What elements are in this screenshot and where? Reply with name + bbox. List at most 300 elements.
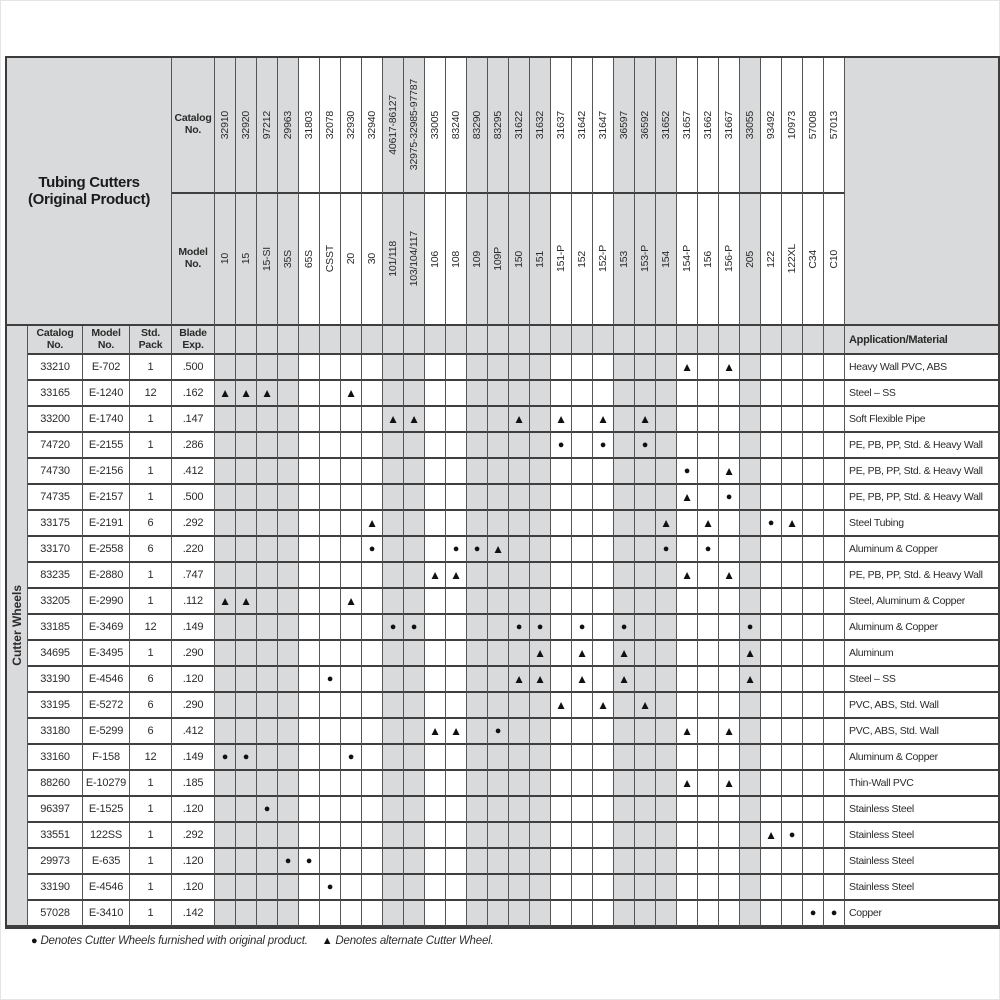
row-std-pack [130,407,172,433]
matrix-cell-F-158-156 [698,745,719,771]
matrix-cell-E-2155-152 [572,433,593,459]
alternate-wheel-mark: ▲ [366,516,378,530]
column-header-catalog-text: 31657 [681,110,693,140]
column-header-catalog-text: 29963 [282,110,294,140]
matrix-cell-E-3410-C34 [803,901,824,927]
matrix-cell-E-3495-205 [740,641,761,667]
original-wheel-mark: ● [767,516,775,529]
alternate-wheel-mark: ▲ [534,672,546,686]
matrix-cell-F-158-CSST [320,745,341,771]
matrix-cell-E-702-108 [446,355,467,381]
matrix-cell-E-702-150 [509,355,530,381]
matrix-cell-E-635-122 [761,849,782,875]
row-application-text: Aluminum & Copper [849,621,938,633]
matrix-cell-E-1240-108 [446,381,467,407]
matrix-cell-E-2191-152-P [593,511,614,537]
band-spacer-cell [467,326,488,355]
matrix-cell-E-4546-35S [278,875,299,901]
band-label-line: Std. [140,327,161,340]
matrix-cell-E-5272-CSST [320,693,341,719]
row-application [845,511,998,537]
row-application-text: Steel – SS [849,673,896,685]
matrix-cell-E-635-30 [362,849,383,875]
band-spacer-cell [488,326,509,355]
column-header-model-156 [698,194,719,326]
matrix-cell-E-3495-101/118 [383,641,404,667]
column-header-catalog-31642 [572,58,593,194]
column-header-model-152 [572,194,593,326]
row-application-text: Stainless Steel [849,829,914,841]
matrix-cell-E-1740-151-P [551,407,572,433]
matrix-cell-E-2157-15-SI [257,485,278,511]
matrix-cell-E-635-152-P [593,849,614,875]
original-wheel-mark: ● [389,620,397,633]
table-title-line1: Tubing Cutters [38,174,140,191]
column-header-model-109P [488,194,509,326]
row-application-text: PE, PB, PP, Std. & Heavy Wall [849,465,983,477]
matrix-cell-E-2191-154-P [677,511,698,537]
matrix-cell-E-5272-C34 [803,693,824,719]
column-header-model-text: 30 [366,253,378,265]
matrix-cell-E-2880-30 [362,563,383,589]
alternate-wheel-mark: ▲ [597,698,609,712]
matrix-cell-E-10279-122 [761,771,782,797]
matrix-cell-E-1525-153-P [635,797,656,823]
column-header-model-text: 156 [702,250,714,268]
matrix-cell-E-4546-153-P [635,667,656,693]
legend-original-text: Denotes Cutter Wheels furnished with original product. [40,935,308,947]
original-wheel-mark: ● [746,620,754,633]
matrix-cell-E-1740-156-P [719,407,740,433]
matrix-cell-E-10279-150 [509,771,530,797]
matrix-cell-E-5299-122 [761,719,782,745]
matrix-cell-E-635-103/104/117 [404,849,425,875]
row-std-pack [130,511,172,537]
matrix-cell-E-4546-108 [446,667,467,693]
matrix-cell-E-4546-154-P [677,875,698,901]
matrix-cell-E-4546-151 [530,667,551,693]
matrix-cell-E-4546-C10 [824,875,845,901]
matrix-cell-E-702-122XL [782,355,803,381]
alternate-wheel-mark: ▲ [408,412,420,426]
matrix-cell-E-702-154-P [677,355,698,381]
column-header-model-text: CSST [324,245,336,273]
alternate-wheel-mark: ▲ [765,828,777,842]
row-std-pack [130,615,172,641]
matrix-cell-E-5299-65S [299,719,320,745]
matrix-cell-E-4546-103/104/117 [404,875,425,901]
matrix-cell-E-2191-151 [530,511,551,537]
matrix-cell-E-635-151-P [551,849,572,875]
row-catalog-no [28,641,83,667]
matrix-cell-E-2191-205 [740,511,761,537]
matrix-cell-E-2156-10 [215,459,236,485]
matrix-cell-E-4546-156 [698,875,719,901]
band-spacer-cell [341,326,362,355]
row-application-text: PE, PB, PP, Std. & Heavy Wall [849,569,983,581]
matrix-cell-E-2155-151-P [551,433,572,459]
matrix-cell-E-635-154 [656,849,677,875]
matrix-cell-E-5272-153 [614,693,635,719]
row-blade-exp [172,615,215,641]
matrix-cell-E-635-108 [446,849,467,875]
matrix-cell-E-4546-152 [572,875,593,901]
matrix-cell-F-158-109 [467,745,488,771]
matrix-cell-E-5272-153-P [635,693,656,719]
row-std-pack [130,875,172,901]
matrix-cell-E-3495-151 [530,641,551,667]
matrix-cell-E-2558-C34 [803,537,824,563]
column-header-catalog-text: 32930 [345,110,357,140]
column-header-catalog-31652 [656,58,677,194]
matrix-cell-E-4546-150 [509,667,530,693]
matrix-cell-E-2990-152-P [593,589,614,615]
matrix-cell-E-2558-CSST [320,537,341,563]
matrix-cell-E-702-101/118 [383,355,404,381]
row-application-text: Steel – SS [849,387,896,399]
column-header-catalog-text: 83295 [492,110,504,140]
matrix-cell-E-2880-C10 [824,563,845,589]
row-model-no [83,901,130,927]
original-wheel-mark: ● [788,828,796,841]
band-spacer-cell [656,326,677,355]
matrix-cell-E-1525-108 [446,797,467,823]
matrix-cell-E-1740-152-P [593,407,614,433]
matrix-cell-E-3495-154 [656,641,677,667]
row-catalog-no-text: 33160 [40,751,70,763]
matrix-cell-E-2990-153-P [635,589,656,615]
matrix-cell-E-2558-205 [740,537,761,563]
row-std-pack-text: 1 [147,829,154,841]
matrix-cell-E-1740-122XL [782,407,803,433]
matrix-cell-E-3495-103/104/117 [404,641,425,667]
matrix-cell-E-5272-151 [530,693,551,719]
matrix-cell-E-4546-152-P [593,875,614,901]
column-header-model-151 [530,194,551,326]
matrix-cell-E-5299-35S [278,719,299,745]
row-model-no [83,771,130,797]
matrix-cell-E-2558-109P [488,537,509,563]
matrix-cell-E-3495-150 [509,641,530,667]
matrix-cell-E-4546-156-P [719,875,740,901]
row-model-no-text: E-1740 [88,413,124,425]
band-spacer-cell [614,326,635,355]
original-wheel-mark: ● [557,438,565,451]
matrix-cell-E-5299-CSST [320,719,341,745]
column-header-catalog-text: 57008 [807,110,819,140]
row-blade-exp [172,875,215,901]
matrix-cell-E-5299-153 [614,719,635,745]
matrix-cell-F-158-C10 [824,745,845,771]
matrix-cell-E-5272-35S [278,693,299,719]
original-wheel-mark: ● [410,620,418,633]
matrix-cell-E-2155-35S [278,433,299,459]
matrix-cell-E-2990-C34 [803,589,824,615]
matrix-cell-E-5299-20 [341,719,362,745]
matrix-cell-E-2880-153 [614,563,635,589]
matrix-cell-E-702-35S [278,355,299,381]
alternate-wheel-mark: ▲ [681,568,693,582]
column-header-model-text: 15-SI [261,246,273,272]
matrix-cell-E-5299-154-P [677,719,698,745]
band-label-line: Catalog [36,327,74,340]
row-std-pack-text: 6 [147,517,154,529]
band-spacer-cell [719,326,740,355]
column-header-catalog-33005 [425,58,446,194]
matrix-cell-E-2990-151 [530,589,551,615]
matrix-cell-E-2155-153-P [635,433,656,459]
matrix-cell-E-10279-152 [572,771,593,797]
column-header-catalog-text: 31642 [576,110,588,140]
matrix-cell-E-2157-65S [299,485,320,511]
row-model-no [83,485,130,511]
matrix-cell-E-1525-122 [761,797,782,823]
matrix-cell-E-5272-109P [488,693,509,719]
alternate-wheel-mark: ▲ [492,542,504,556]
matrix-cell-E-1240-C34 [803,381,824,407]
matrix-cell-E-5299-151 [530,719,551,745]
column-header-model-text: C10 [828,249,840,269]
column-header-model-153-P [635,194,656,326]
matrix-cell-E-3469-109 [467,615,488,641]
matrix-cell-E-1740-C34 [803,407,824,433]
band-spacer-cell [782,326,803,355]
matrix-cell-E-5299-103/104/117 [404,719,425,745]
matrix-cell-E-2880-151-P [551,563,572,589]
original-wheel-mark: ● [368,542,376,555]
matrix-cell-E-1525-35S [278,797,299,823]
row-application [845,355,998,381]
column-header-model-106 [425,194,446,326]
matrix-cell-E-4546-20 [341,875,362,901]
row-blade-exp-text: .220 [182,543,204,555]
matrix-cell-E-10279-35S [278,771,299,797]
column-header-catalog-text: 40617-86127 [387,95,399,155]
column-header-model-C10 [824,194,845,326]
matrix-cell-E-4546-152 [572,667,593,693]
row-model-no-text: 122SS [89,829,123,841]
matrix-cell-E-2156-205 [740,459,761,485]
row-catalog-no-text: 34695 [40,647,70,659]
matrix-cell-E-3410-205 [740,901,761,927]
original-wheel-mark: ● [305,854,313,867]
matrix-cell-E-2990-109P [488,589,509,615]
matrix-cell-E-3495-156 [698,641,719,667]
matrix-cell-E-1525-156-P [719,797,740,823]
matrix-cell-E-2558-30 [362,537,383,563]
matrix-cell-E-4546-151-P [551,875,572,901]
matrix-cell-E-10279-156 [698,771,719,797]
matrix-cell-E-2157-35S [278,485,299,511]
row-catalog-no [28,901,83,927]
matrix-cell-E-5299-156-P [719,719,740,745]
matrix-cell-E-2156-109P [488,459,509,485]
matrix-cell-F-158-156-P [719,745,740,771]
column-header-model-text: 20 [345,253,357,265]
row-std-pack-text: 12 [144,751,157,763]
row-blade-exp [172,797,215,823]
column-header-catalog-31622 [509,58,530,194]
matrix-cell-E-2157-156 [698,485,719,511]
band-spacer-cell [740,326,761,355]
alternate-wheel-mark: ▲ [345,386,357,400]
matrix-cell-E-3469-156-P [719,615,740,641]
matrix-cell-E-1240-103/104/117 [404,381,425,407]
matrix-cell-E-4546-C34 [803,667,824,693]
column-header-catalog-40617-86127 [383,58,404,194]
alternate-wheel-mark: ▲ [429,568,441,582]
alternate-wheel-mark: ▲ [723,568,735,582]
matrix-cell-E-2156-108 [446,459,467,485]
matrix-cell-E-702-C34 [803,355,824,381]
matrix-cell-E-1240-C10 [824,381,845,407]
row-std-pack-text: 1 [147,907,154,919]
matrix-cell-E-3469-65S [299,615,320,641]
matrix-cell-E-1525-15 [236,797,257,823]
row-std-pack-text: 6 [147,543,154,555]
matrix-cell-E-1240-15-SI [257,381,278,407]
row-catalog-no-text: 88260 [40,777,70,789]
matrix-cell-E-2156-35S [278,459,299,485]
matrix-cell-E-1240-154-P [677,381,698,407]
matrix-cell-F-158-151-P [551,745,572,771]
column-header-model-text: 122 [765,250,777,268]
matrix-cell-122SS-30 [362,823,383,849]
row-std-pack-text: 12 [144,387,157,399]
alternate-wheel-mark: ▲ [261,386,273,400]
alternate-wheel-mark: ▲ [681,490,693,504]
band-label-model-no [83,326,130,355]
matrix-cell-E-1525-20 [341,797,362,823]
matrix-cell-E-1740-101/118 [383,407,404,433]
matrix-cell-E-4546-35S [278,667,299,693]
matrix-cell-E-4546-122XL [782,875,803,901]
row-catalog-no [28,563,83,589]
matrix-cell-E-3410-109 [467,901,488,927]
matrix-cell-E-2880-C34 [803,563,824,589]
matrix-cell-E-5272-156-P [719,693,740,719]
matrix-cell-F-158-154-P [677,745,698,771]
matrix-cell-E-1740-15 [236,407,257,433]
matrix-cell-E-2157-152 [572,485,593,511]
row-catalog-no-text: 33180 [40,725,70,737]
matrix-cell-E-1740-C10 [824,407,845,433]
matrix-cell-E-2880-154-P [677,563,698,589]
matrix-cell-122SS-35S [278,823,299,849]
row-blade-exp [172,641,215,667]
matrix-cell-E-2155-150 [509,433,530,459]
matrix-cell-E-3495-C34 [803,641,824,667]
row-model-no [83,615,130,641]
matrix-cell-E-2880-35S [278,563,299,589]
matrix-cell-122SS-109P [488,823,509,849]
legend-alternate-icon: ▲ [321,935,333,947]
row-std-pack-text: 1 [147,777,154,789]
matrix-cell-122SS-156-P [719,823,740,849]
matrix-cell-F-158-20 [341,745,362,771]
band-spacer-cell [404,326,425,355]
row-blade-exp [172,381,215,407]
row-model-no-text: E-3410 [88,907,124,919]
matrix-cell-E-702-156 [698,355,719,381]
matrix-cell-122SS-156 [698,823,719,849]
matrix-cell-122SS-101/118 [383,823,404,849]
column-header-catalog-text: 33005 [429,110,441,140]
column-header-model-205 [740,194,761,326]
column-header-catalog-36592 [635,58,656,194]
row-model-no [83,641,130,667]
row-std-pack-text: 1 [147,855,154,867]
band-spacer-cell [236,326,257,355]
matrix-cell-E-2157-154 [656,485,677,511]
matrix-cell-E-1740-154-P [677,407,698,433]
matrix-cell-E-702-154 [656,355,677,381]
column-header-catalog-text: 31662 [702,110,714,140]
column-header-model-103/104/117 [404,194,425,326]
row-blade-exp [172,563,215,589]
matrix-cell-E-3469-153-P [635,615,656,641]
matrix-cell-E-3495-CSST [320,641,341,667]
matrix-cell-E-635-109 [467,849,488,875]
matrix-cell-E-702-109 [467,355,488,381]
matrix-cell-E-4546-65S [299,875,320,901]
matrix-cell-E-4546-109 [467,875,488,901]
matrix-cell-E-635-35S [278,849,299,875]
matrix-cell-E-2157-C34 [803,485,824,511]
column-header-catalog-text: 31637 [555,110,567,140]
row-application [845,849,998,875]
matrix-cell-E-2558-153 [614,537,635,563]
original-wheel-mark: ● [326,880,334,893]
matrix-cell-E-5272-15-SI [257,693,278,719]
matrix-cell-E-4546-15-SI [257,875,278,901]
matrix-cell-E-3495-65S [299,641,320,667]
row-std-pack [130,485,172,511]
matrix-cell-E-3469-156 [698,615,719,641]
matrix-cell-E-3410-20 [341,901,362,927]
matrix-cell-E-3495-15 [236,641,257,667]
matrix-cell-E-3410-10 [215,901,236,927]
table-title [7,58,172,326]
row-std-pack [130,797,172,823]
matrix-cell-E-1525-151-P [551,797,572,823]
alternate-wheel-mark: ▲ [786,516,798,530]
row-application-text: PE, PB, PP, Std. & Heavy Wall [849,491,983,503]
matrix-cell-E-1740-152 [572,407,593,433]
matrix-cell-E-2990-CSST [320,589,341,615]
legend-alternate-text: Denotes alternate Cutter Wheel. [335,935,494,947]
column-header-model-text: 103/104/117 [408,231,420,287]
alternate-wheel-mark: ▲ [555,412,567,426]
matrix-cell-E-1240-156-P [719,381,740,407]
row-catalog-no [28,745,83,771]
matrix-cell-E-2990-106 [425,589,446,615]
matrix-cell-E-635-109P [488,849,509,875]
matrix-cell-E-1740-154 [656,407,677,433]
matrix-cell-E-2990-35S [278,589,299,615]
matrix-cell-E-10279-103/104/117 [404,771,425,797]
row-blade-exp-text: .292 [182,517,204,529]
matrix-cell-E-1240-30 [362,381,383,407]
matrix-cell-E-1240-CSST [320,381,341,407]
matrix-cell-E-3495-15-SI [257,641,278,667]
matrix-cell-E-10279-205 [740,771,761,797]
matrix-cell-E-10279-109P [488,771,509,797]
matrix-cell-E-3410-156 [698,901,719,927]
matrix-cell-E-2880-20 [341,563,362,589]
matrix-cell-E-2880-15-SI [257,563,278,589]
matrix-cell-E-1525-150 [509,797,530,823]
